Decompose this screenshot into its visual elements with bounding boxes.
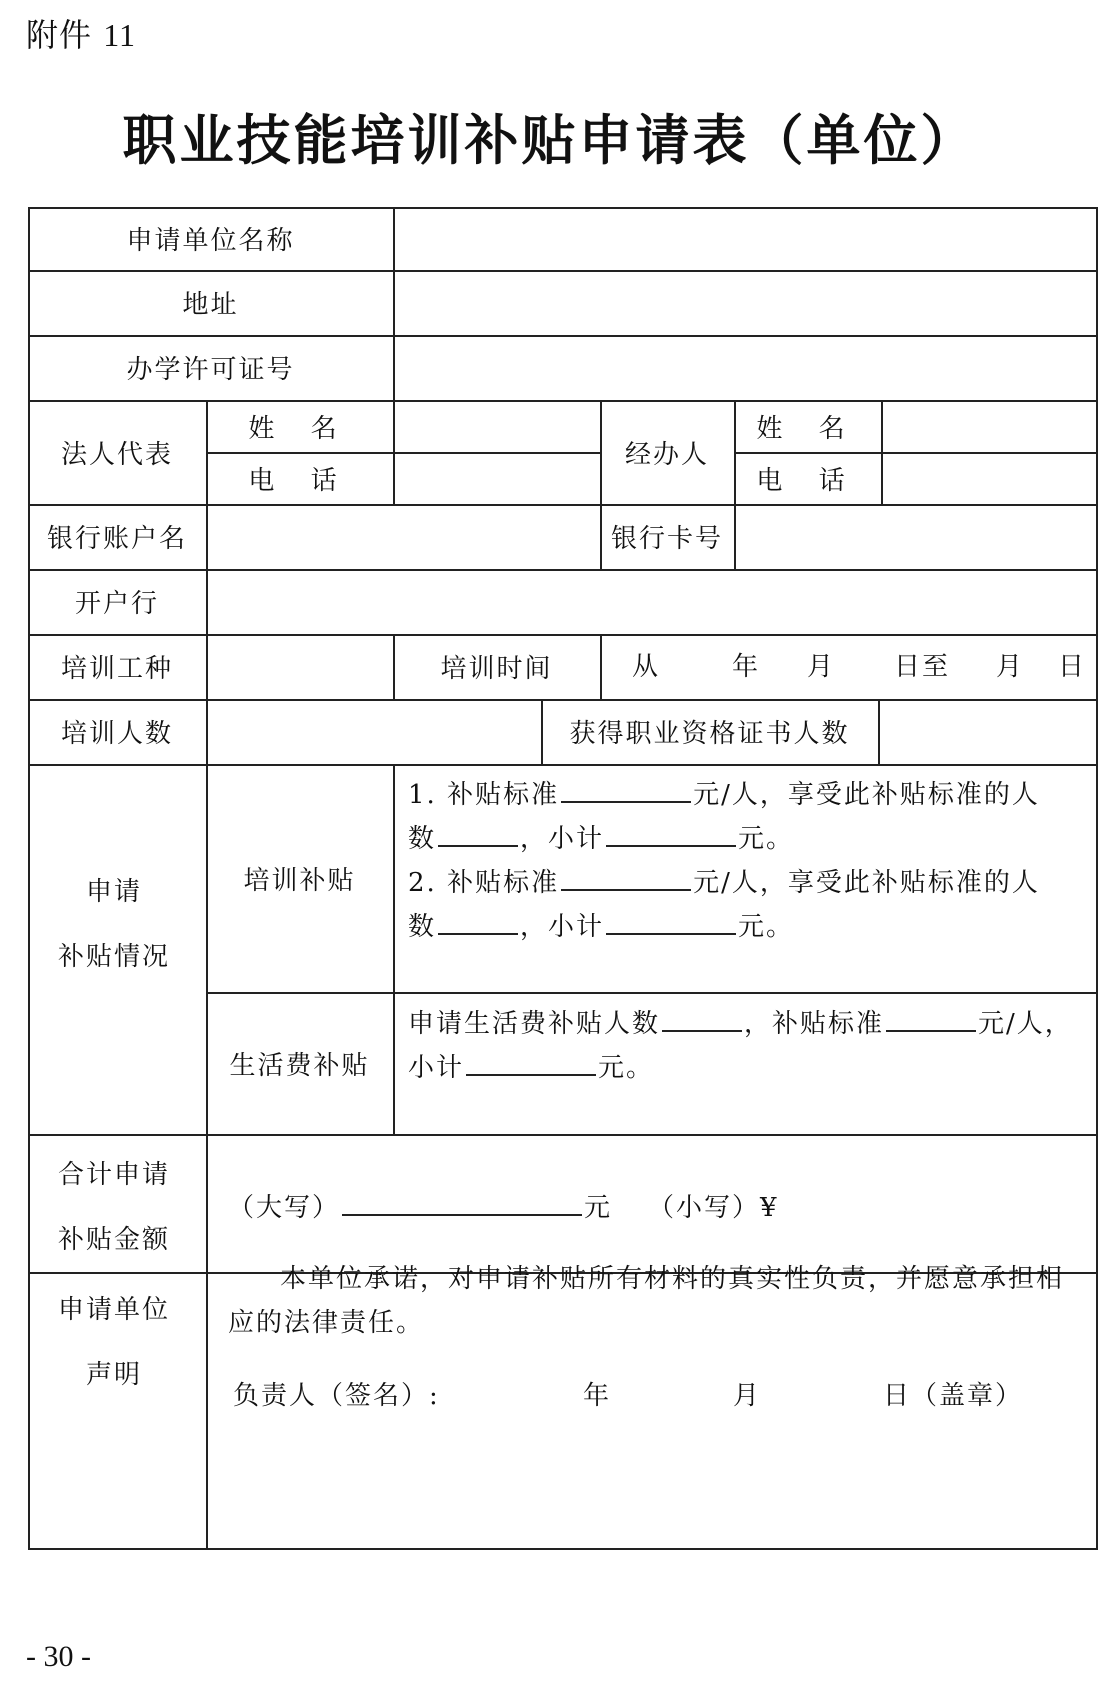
training-time-label: 培训时间 [440,654,553,684]
apply-subsidy-label-1: 申请 [86,877,143,907]
signature-month: 月 [733,1381,762,1411]
time-year: 年 [732,652,761,682]
bank-branch-label: 开户行 [74,589,159,619]
annex-label: 附件 11 [26,16,136,54]
address-label: 地址 [182,290,239,320]
time-day-to: 日至 [894,652,951,682]
time-month-1: 月 [807,652,836,682]
time-from: 从 [632,652,661,682]
page-number: - 30 - [26,1640,91,1673]
license-number-label: 办学许可证号 [126,355,295,385]
form-title: 职业技能培训补贴申请表（单位） [122,109,978,172]
agent-name-label: 姓 名 [756,413,859,444]
application-form [28,207,1098,1550]
total-label-1: 合计申请 [58,1160,171,1190]
signature-day-seal: 日（盖章） [883,1381,1024,1411]
training-subsidy-label: 培训补贴 [243,865,356,896]
trainee-count-label: 培训人数 [60,719,173,749]
total-label-2: 补贴金额 [58,1225,171,1255]
signature-year: 年 [583,1381,612,1411]
signature-label: 负责人（签名）: [233,1381,440,1411]
training-subsidy-content: 1. 补贴标准 元/人，享受此补贴标准的人 数 ，小计 元。 2. 补贴标准 元/人，享受此补贴标准的人 数 ，小计 元。 [408,773,1088,949]
agent-label: 经办人 [624,439,709,470]
certified-count-label: 获得职业资格证书人数 [569,719,850,749]
total-amount-line: （大写） 元 （小写）¥ [228,1190,779,1221]
bank-card-label: 银行卡号 [610,524,723,554]
legal-rep-name-label: 姓 名 [248,413,351,444]
legal-rep-phone-label: 电 话 [248,465,351,496]
living-subsidy-label: 生活费补贴 [229,1050,370,1081]
time-day-2: 日 [1058,652,1087,682]
time-month-2: 月 [996,652,1025,682]
bank-account-label: 银行账户名 [46,524,187,554]
agent-phone-label: 电 话 [756,465,859,496]
apply-subsidy-label-2: 补贴情况 [58,942,171,972]
training-type-label: 培训工种 [60,654,173,684]
living-subsidy-content: 申请生活费补贴人数 ，补贴标准 元/人， 小计 元。 [408,1002,1088,1090]
decl-label-1: 申请单位 [58,1295,171,1325]
legal-rep-label: 法人代表 [60,439,173,470]
decl-label-2: 声明 [86,1360,143,1390]
declaration-text: 本单位承诺，对申请补贴所有材料的真实性负责，并愿意承担相 应的法律责任。 [228,1264,1065,1338]
org-name-label: 申请单位名称 [126,226,295,256]
